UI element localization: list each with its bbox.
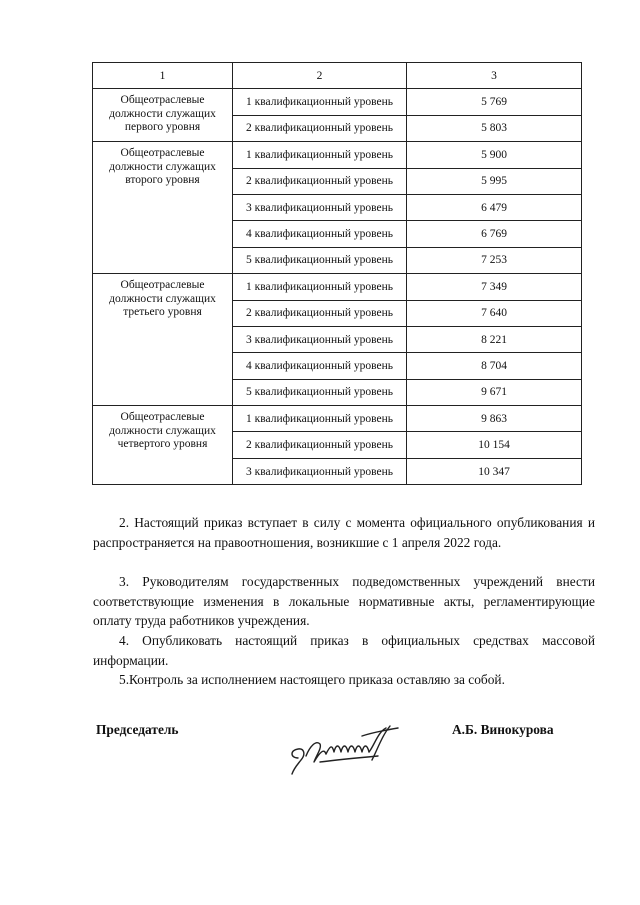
table-header-cell: 2 [233, 63, 407, 89]
value-cell: 6 769 [407, 221, 582, 247]
value-cell: 7 349 [407, 274, 582, 300]
group-name-line: должности служащих [109, 107, 216, 120]
group-name-line: первого уровня [124, 121, 201, 134]
value-cell: 8 704 [407, 353, 582, 379]
signatory-name: А.Б. Винокурова [452, 722, 554, 737]
level-cell: 1 квалификационный уровень [233, 274, 407, 300]
level-cell: 2 квалификационный уровень [233, 168, 407, 194]
table-row [93, 406, 582, 432]
table-row [93, 274, 582, 300]
level-cell: 1 квалификационный уровень [233, 406, 407, 432]
group-name-cell [93, 142, 233, 274]
table-row [93, 89, 582, 115]
salary-table [92, 62, 582, 485]
value-cell: 6 479 [407, 194, 582, 220]
group-name-line: должности служащих [109, 292, 216, 305]
value-cell: 7 640 [407, 300, 582, 326]
value-cell: 5 995 [407, 168, 582, 194]
table-header-cell: 1 [93, 63, 233, 89]
level-cell: 2 квалификационный уровень [233, 300, 407, 326]
paragraph-control: 5.Контроль за исполнением настоящего приказа оставляю за собой. [119, 672, 505, 687]
group-name-line: третьего уровня [123, 306, 202, 319]
group-name-cell [93, 274, 233, 406]
level-cell: 1 квалификационный уровень [233, 142, 407, 168]
level-cell: 2 квалификационный уровень [233, 432, 407, 458]
level-cell: 5 квалификационный уровень [233, 379, 407, 405]
value-cell: 10 154 [407, 432, 582, 458]
value-cell: 10 347 [407, 458, 582, 484]
value-cell: 5 900 [407, 142, 582, 168]
value-cell: 5 803 [407, 115, 582, 141]
group-name-line: Общеотраслевые [120, 94, 205, 107]
level-cell: 3 квалификационный уровень [233, 194, 407, 220]
handwritten-signature [286, 722, 402, 778]
level-cell: 1 квалификационный уровень [233, 89, 407, 115]
table-row [93, 142, 582, 168]
group-name-line: должности служащих [109, 424, 216, 437]
paragraph-publication: 4. Опубликовать настоящий приказ в официальных средствах массовой информации. [93, 633, 595, 668]
level-cell: 4 квалификационный уровень [233, 353, 407, 379]
level-cell: 4 квалификационный уровень [233, 221, 407, 247]
value-cell: 9 863 [407, 406, 582, 432]
value-cell: 5 769 [407, 89, 582, 115]
paragraph-managers-instruction: 3. Руководителям государственных подведомственных учреждений внести соответствующие изменения в локальные нормативные акты, регламентирующие оплату труда работников учреждения. [93, 574, 595, 628]
group-name-line: Общеотраслевые [120, 279, 205, 292]
group-name-cell [93, 89, 233, 142]
table-header-cell: 3 [407, 63, 582, 89]
group-name-line: второго уровня [125, 174, 200, 187]
level-cell: 2 квалификационный уровень [233, 115, 407, 141]
table-header-row [93, 63, 582, 89]
level-cell: 3 квалификационный уровень [233, 458, 407, 484]
paragraph-effective-date: 2. Настоящий приказ вступает в силу с момента официального опубликования и распространяется на правоотношения, возникшие с 1 апреля 2022 года. [93, 515, 595, 550]
group-name-line: Общеотраслевые [120, 147, 205, 160]
level-cell: 5 квалификационный уровень [233, 247, 407, 273]
signatory-role: Председатель [96, 722, 179, 737]
value-cell: 9 671 [407, 379, 582, 405]
group-name-line: четвертого уровня [117, 438, 208, 451]
value-cell: 7 253 [407, 247, 582, 273]
value-cell: 8 221 [407, 326, 582, 352]
group-name-cell [93, 406, 233, 485]
group-name-line: Общеотраслевые [120, 411, 205, 424]
group-name-line: должности служащих [109, 160, 216, 173]
level-cell: 3 квалификационный уровень [233, 326, 407, 352]
